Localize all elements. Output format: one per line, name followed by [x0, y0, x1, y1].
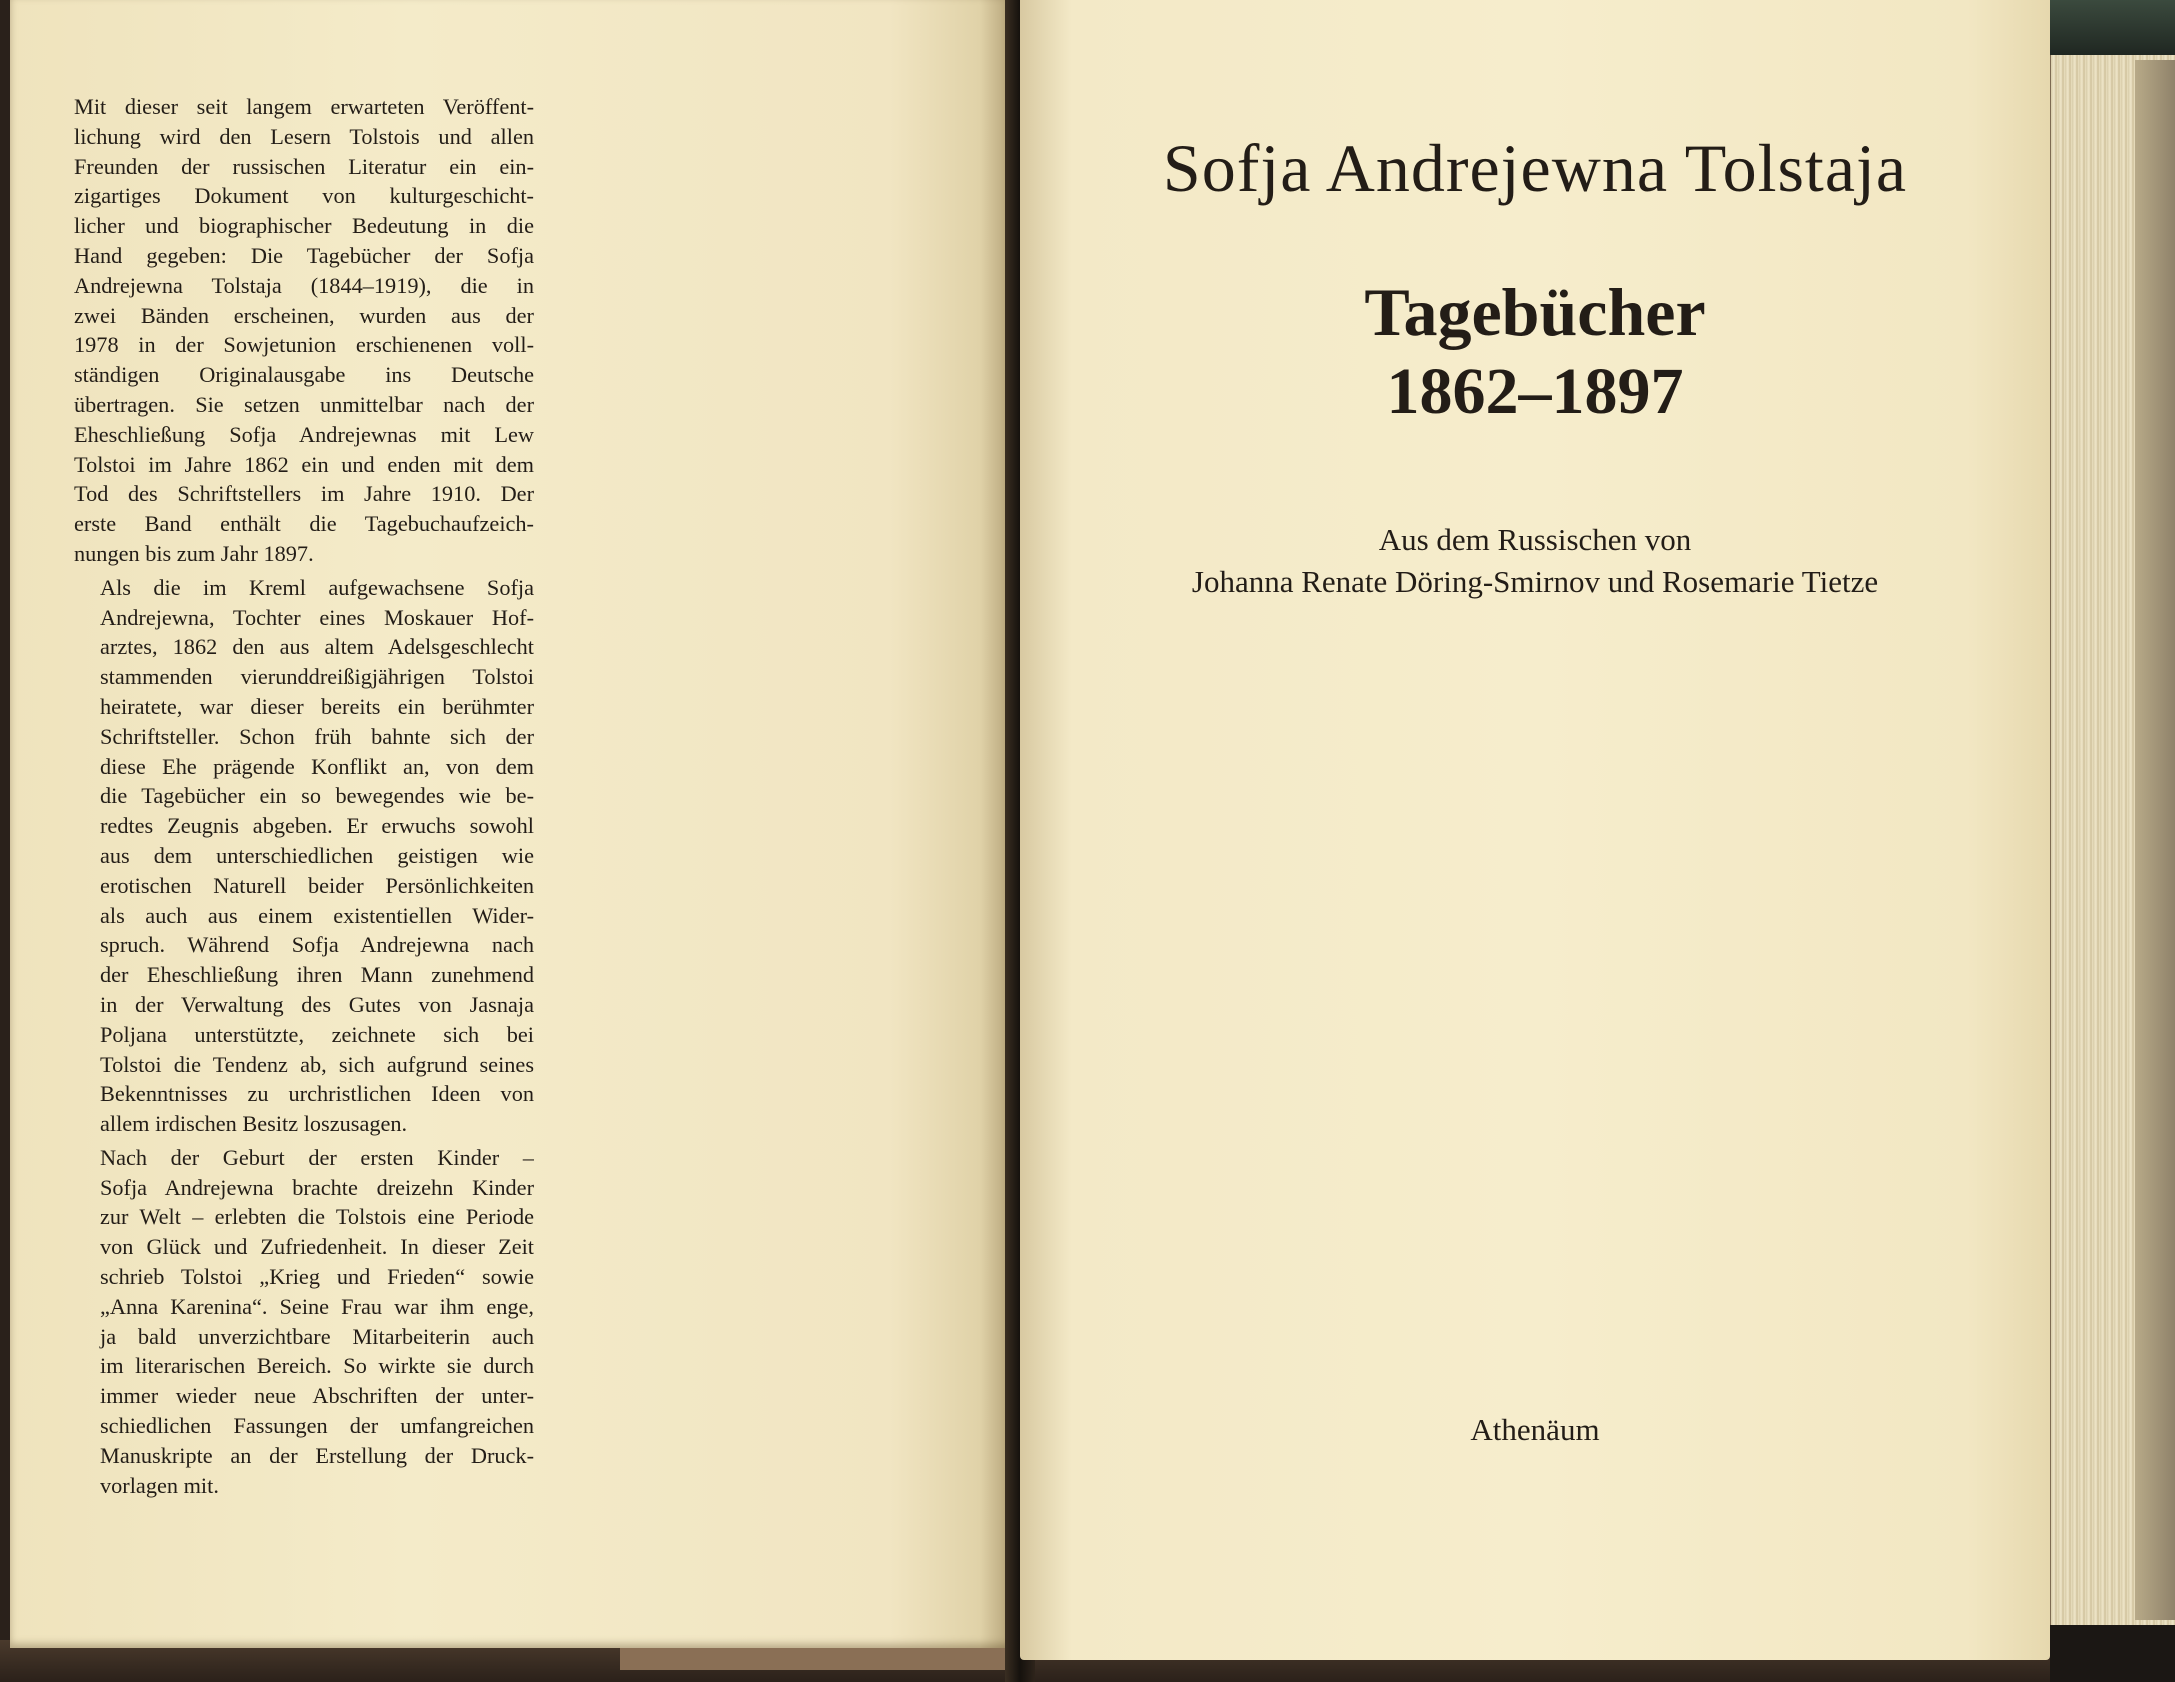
blurb-line: als auch aus einem existentiellen Wider-	[100, 902, 534, 928]
blurb-text	[74, 92, 534, 1500]
blurb-line: schrieb Tolstoi „Krieg und Frieden“ sowie	[100, 1264, 534, 1290]
blurb-line: stammenden vierunddreißigjährigen Tolstoi	[100, 664, 534, 690]
blurb-line: erste Band enthält die Tagebuchaufzeich-	[74, 511, 534, 537]
blurb-line: Tolstoi die Tendenz ab, sich aufgrund seines	[100, 1051, 534, 1077]
blurb-line: Sofja Andrejewna brachte dreizehn Kinder	[100, 1174, 534, 1200]
blurb-line: Manuskripte an der Erstellung der Druck-	[100, 1442, 534, 1468]
page-block-shadow	[2135, 60, 2175, 1620]
blurb-line: in der Verwaltung des Gutes von Jasnaja	[100, 991, 534, 1017]
blurb-line: von Glück und Zufriedenheit. In dieser Zeit	[100, 1234, 534, 1260]
headband	[2045, 0, 2175, 60]
blurb-line: vorlagen mit.	[100, 1472, 219, 1498]
author-name: Sofja Andrejewna Tolstaja	[1162, 130, 1908, 206]
blurb-line: Nach der Geburt der ersten Kinder –	[100, 1144, 534, 1170]
book-title: Tagebücher	[1364, 274, 1706, 350]
blurb-line: übertragen. Sie setzen unmittelbar nach der	[74, 391, 534, 417]
left-page	[10, 0, 1010, 1648]
flap-edge	[620, 1648, 1020, 1670]
blurb-line: Andrejewna, Tochter eines Moskauer Hof-	[100, 604, 534, 630]
blurb-line: der Eheschließung ihren Mann zunehmend	[100, 962, 534, 988]
blurb-line: ständigen Originalausgabe ins Deutsche	[74, 362, 534, 388]
blurb-paragraph	[74, 1143, 534, 1501]
blurb-line: Mit dieser seit langem erwarteten Veröffent-	[74, 94, 534, 119]
blurb-line: immer wieder neue Abschriften der unter-	[100, 1383, 534, 1409]
blurb-line: Tod des Schriftstellers im Jahre 1910. Der	[74, 481, 534, 507]
blurb-line: zigartiges Dokument von kulturgeschicht-	[74, 183, 534, 209]
blurb-line: zwei Bänden erscheinen, wurden aus der	[74, 302, 534, 328]
title-page	[1020, 0, 2050, 1660]
blurb-line: Andrejewna Tolstaja (1844–1919), die in	[74, 272, 534, 298]
blurb-paragraph	[74, 573, 534, 1139]
blurb-line: Schriftsteller. Schon früh bahnte sich der	[100, 723, 534, 749]
blurb-line: nungen bis zum Jahr 1897.	[74, 540, 314, 566]
blurb-line: licher und biographischer Bedeutung in die	[74, 213, 534, 239]
book-years: 1862–1897	[1386, 355, 1684, 428]
blurb-line: schiedlichen Fassungen der umfangreichen	[100, 1413, 534, 1439]
blurb-line: Als die im Kreml aufgewachsene Sofja	[100, 574, 534, 600]
blurb-line: Tolstoi im Jahre 1862 ein und enden mit dem	[74, 451, 534, 477]
blurb-line: aus dem unterschiedlichen geistigen wie	[100, 842, 534, 868]
blurb-line: redtes Zeugnis abgeben. Er erwuchs sowohl	[100, 813, 534, 839]
blurb-line: ja bald unverzichtbare Mitarbeiterin auch	[100, 1323, 534, 1349]
blurb-line: diese Ehe prägende Konflikt an, von dem	[100, 753, 534, 779]
blurb-line: erotischen Naturell beider Persönlichkeiten	[100, 872, 534, 898]
blurb-line: lichung wird den Lesern Tolstois und allen	[74, 123, 534, 149]
blurb-line: Freunden der russischen Literatur ein ein-	[74, 153, 534, 179]
blurb-line: Eheschließung Sofja Andrejewnas mit Lew	[74, 421, 534, 447]
translators: Johanna Renate Döring-Smirnov und Rosemarie Tietze	[1191, 564, 1879, 599]
blurb-line: spruch. Während Sofja Andrejewna nach	[100, 932, 534, 958]
blurb-line: „Anna Karenina“. Seine Frau war ihm enge,	[100, 1293, 534, 1319]
blurb-line: im literarischen Bereich. So wirkte sie durch	[100, 1353, 534, 1379]
blurb-paragraph	[74, 92, 534, 569]
blurb-line: allem irdischen Besitz loszusagen.	[100, 1111, 408, 1137]
blurb-line: Bekenntnisses zu urchristlichen Ideen von	[100, 1081, 534, 1107]
blurb-line: Hand gegeben: Die Tagebücher der Sofja	[74, 242, 534, 268]
blurb-line: die Tagebücher ein so bewegendes wie be-	[100, 783, 534, 809]
blurb-line: zur Welt – erlebten die Tolstois eine Periode	[100, 1204, 534, 1230]
blurb-line: arztes, 1862 den aus altem Adelsgeschlecht	[100, 634, 534, 660]
blurb-line: 1978 in der Sowjetunion erschienenen voll-	[74, 332, 534, 358]
blurb-line: Poljana unterstützte, zeichnete sich bei	[100, 1021, 534, 1047]
publisher: Athenäum	[1470, 1412, 1600, 1447]
blurb-line: heiratete, war dieser bereits ein berühmter	[100, 693, 534, 719]
translation-label: Aus dem Russischen von	[1378, 522, 1692, 557]
